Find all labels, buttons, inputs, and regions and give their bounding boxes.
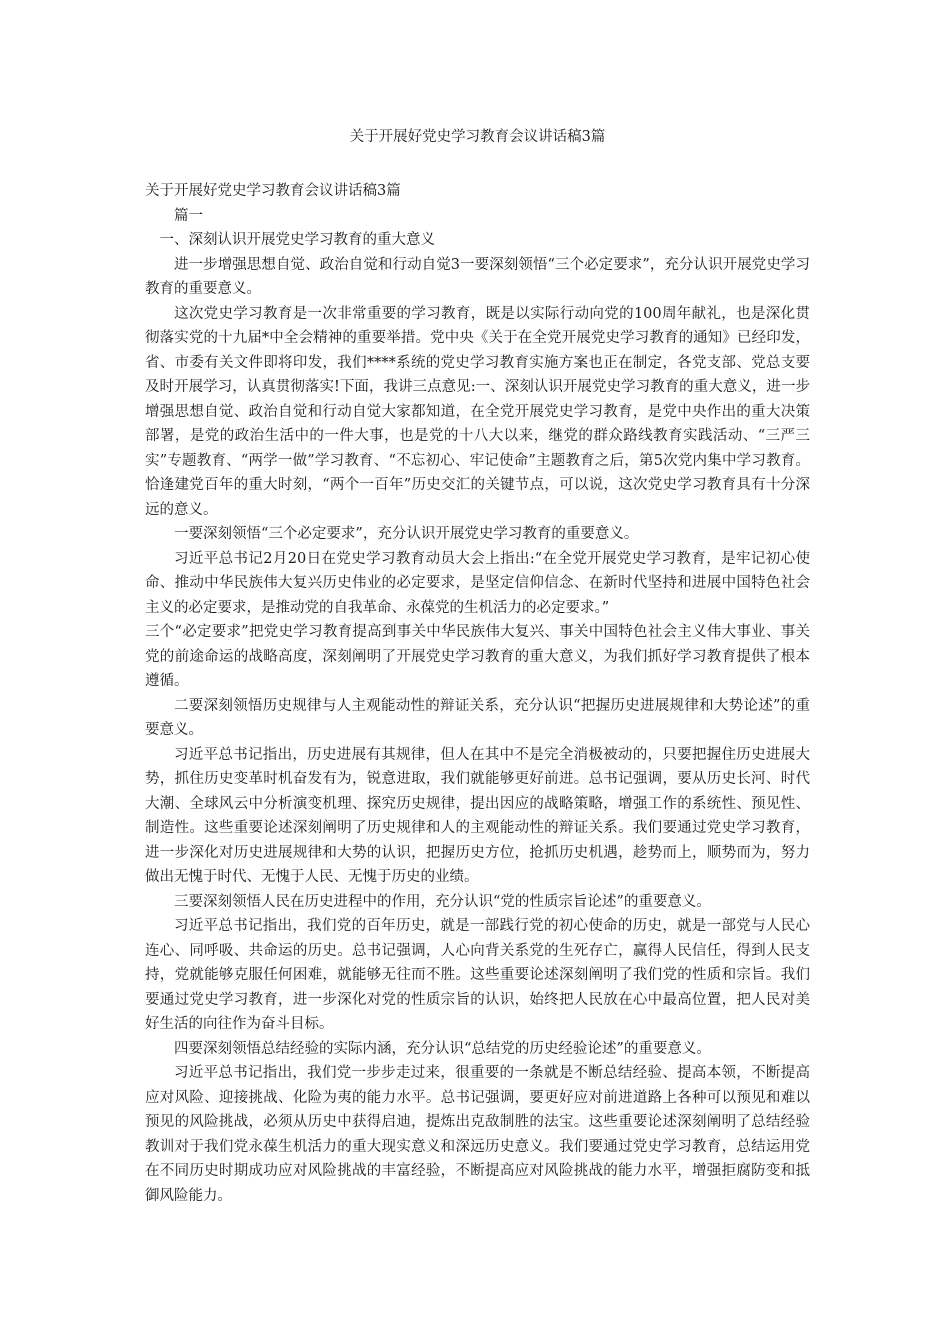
paragraph: 习近平总书记指出，历史进展有其规律，但人在其中不是完全消极被动的，只要把握住历史进展大势，抓住历史变革时机奋发有为，锐意进取，我们就能够更好前进。总书记强调，要从历史长河、时代大潮、全球风云中分析演变机理、探究历史规律，提出因应的战略策略，增强工作的系统性、预见性、制造性。这些重要论述深刻阐明了历史规律和人的主观能动性的辩证关系。我们要通过党史学习教育，进一步深化对历史进展规律和大势的认识，把握历史方位，抢抓历史机遇，趁势而上，顺势而为，努力做出无愧于时代、无愧于人民、无愧于历史的业绩。 xyxy=(145,746,810,885)
document-subtitle: 关于开展好党史学习教育会议讲话稿3篇 xyxy=(145,183,401,199)
document-body xyxy=(145,179,810,1208)
paragraph: 三个“必定要求”把党史学习教育提高到事关中华民族伟大复兴、事关中国特色社会主义伟大事业、事关党的前途命运的战略高度，深刻阐明了开展党史学习教育的重大意义，为我们抓好学习教育提供了根本遵循。 xyxy=(145,624,810,689)
paragraph: 习近平总书记指出，我们党的百年历史，就是一部践行党的初心使命的历史，就是一部党与人民心连心、同呼吸、共命运的历史。总书记强调，人心向背关系党的生死存亡，赢得人民信任，得到人民支持，党就能够克服任何困难，就能够无往而不胜。这些重要论述深刻阐明了我们党的性质和宗旨。我们要通过党史学习教育，进一步深化对党的性质宗旨的认识，始终把人民放在心中最高位置，把人民对美好生活的向往作为奋斗目标。 xyxy=(145,918,810,1032)
paragraph: 进一步增强思想自觉、政治自觉和行动自觉3一要深刻领悟“三个必定要求”，充分认识开展党史学习教育的重要意义。 xyxy=(145,256,810,297)
page-title: 关于开展好党史学习教育会议讲话稿3篇 xyxy=(349,129,606,145)
part-label: 篇一 xyxy=(174,207,203,224)
paragraph: 二要深刻领悟历史规律与人主观能动性的辩证关系，充分认识“把握历史进展规律和大势论述”的重要意义。 xyxy=(145,697,810,738)
paragraph: 一要深刻领悟“三个必定要求”，充分认识开展党史学习教育的重要意义。 xyxy=(174,526,639,542)
paragraph: 习近平总书记指出，我们党一步步走过来，很重要的一条就是不断总结经验、提高本领，不断提高应对风险、迎接挑战、化险为夷的能力水平。总书记强调，要更好应对前进道路上各种可以预见和难以预见的风险挑战，必须从历史中获得启迪，提炼出克敌制胜的法宝。这些重要论述深刻阐明了总结经验教训对于我们党永葆生机活力的重大现实意义和深远历史意义。我们要通过党史学习教育，总结运用党在不同历史时期成功应对风险挑战的丰富经验，不断提高应对风险挑战的能力水平，增强拒腐防变和抵御风险能力。 xyxy=(145,1065,810,1204)
paragraph: 这次党史学习教育是一次非常重要的学习教育，既是以实际行动向党的100周年献礼，也是深化贯彻落实党的十九届*中全会精神的重要举措。党中央《关于在全党开展党史学习教育的通知》已经印发，省、市委有关文件即将印发，我们****系统的党史学习教育实施方案也正在制定，各党支部、党总支要及时开展学习，认真贯彻落实!下面，我讲三点意见:一、深刻认识开展党史学习教育的重大意义，进一步增强思想自觉、政治自觉和行动自觉大家都知道，在全党开展党史学习教育，是党中央作出的重大决策部署，是党的政治生活中的一件大事，也是党的十八大以来，继党的群众路线教育实践活动、“三严三实”专题教育、“两学一做”学习教育、“不忘初心、牢记使命”主题教育之后，第5次党内集中学习教育。恰逢建党百年的重大时刻，“两个一百年”历史交汇的关键节点，可以说，这次党史学习教育具有十分深远的意义。 xyxy=(145,305,810,518)
paragraph: 四要深刻领悟总结经验的实际内涵，充分认识“总结党的历史经验论述”的重要意义。 xyxy=(174,1040,711,1057)
section-heading: 一、深刻认识开展党史学习教育的重大意义 xyxy=(159,232,435,248)
paragraph: 三要深刻领悟人民在历史进程中的作用，充分认识“党的性质宗旨论述”的重要意义。 xyxy=(174,893,711,910)
paragraph: 习近平总书记2月20日在党史学习教育动员大会上指出:“在全党开展党史学习教育，是牢记初心使命、推动中华民族伟大复兴历史伟业的必定要求，是坚定信仰信念、在新时代坚持和进展中国特色社会主义的必定要求，是推动党的自我革命、永葆党的生机活力的必定要求。” xyxy=(145,550,810,616)
